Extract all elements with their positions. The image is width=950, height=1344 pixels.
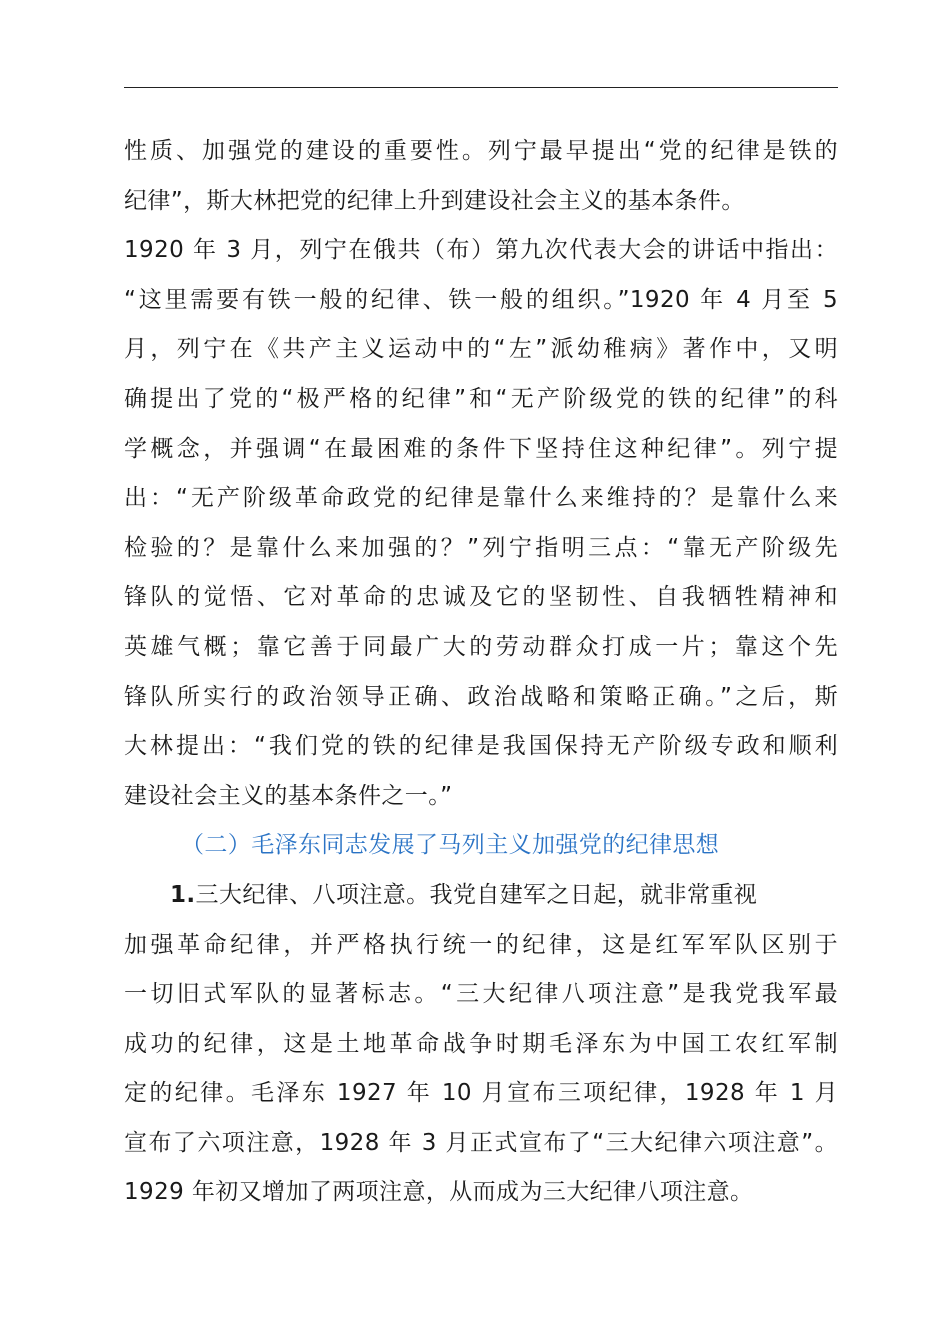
text-line: 1920 年 3 月，列宁在俄共（布）第九次代表大会的讲话中指出： [124,237,838,264]
item-number: 1. [170,881,196,908]
text-line: 英雄气概；靠它善于同最广大的劳动群众打成一片；靠这个先 [124,633,838,660]
text-line: 锋队所实行的政治领导正确、政治战略和策略正确。”之后，斯 [124,683,838,710]
document-body [124,127,838,1218]
text-line: 大林提出：“我们党的铁的纪律是我国保持无产阶级专政和顺利 [124,733,838,760]
text-line: 锋队的觉悟、它对革命的忠诚及它的坚韧性、自我牺牲精神和 [124,584,838,611]
text-line: 确提出了党的“极严格的纪律”和“无产阶级党的铁的纪律”的科 [124,385,838,412]
text-line: 出：“无产阶级革命政党的纪律是靠什么来维持的？是靠什么来 [124,485,838,512]
text-line: 月，列宁在《共产主义运动中的“左”派幼稚病》著作中，又明 [124,336,838,363]
text-line: 成功的纪律，这是土地革命战争时期毛泽东为中国工农红军制 [124,1030,838,1057]
text-line: 宣布了六项注意，1928 年 3 月正式宣布了“三大纪律六项注意”。 [124,1129,838,1156]
text-line: 1929 年初又增加了两项注意，从而成为三大纪律八项注意。 [124,1179,754,1206]
text-line: 建设社会主义的基本条件之一。” [124,782,453,809]
text-line [124,871,838,921]
text-line: 加强革命纪律，并严格执行统一的纪律，这是红军军队区别于 [124,931,838,958]
text-line: 学概念，并强调“在最困难的条件下坚持住这种纪律”。列宁提 [124,435,838,462]
text-line: 一切旧式军队的显著标志。“三大纪律八项注意”是我党我军最 [124,981,838,1008]
paragraph-lenin-stalin [124,127,838,821]
text-line: 定的纪律。毛泽东 1927 年 10 月宣布三项纪律，1928 年 1 月 [124,1080,838,1107]
text-line: “这里需要有铁一般的纪律、铁一般的组织。”1920 年 4 月至 5 [124,286,838,313]
text-line: 性质、加强党的建设的重要性。列宁最早提出“党的纪律是铁的 [124,138,838,164]
paragraph-three-rules [124,871,838,1218]
item-text: 三大纪律、八项注意。我党自建军之日起，就非常重视 [195,881,758,908]
section-heading: （二）毛泽东同志发展了马列主义加强党的纪律思想 [181,832,720,859]
header-rule [124,87,838,88]
text-line: 纪律”，斯大林把党的纪律上升到建设社会主义的基本条件。 [124,187,745,214]
text-line: 检验的？是靠什么来加强的？”列宁指明三点：“靠无产阶级先 [124,534,838,561]
